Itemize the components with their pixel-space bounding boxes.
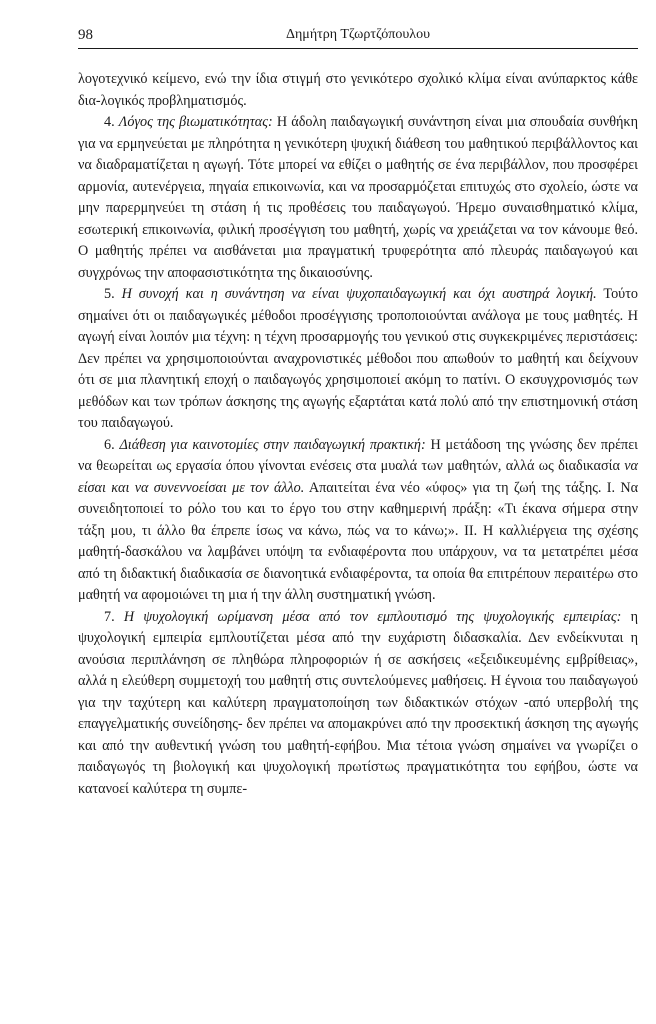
paragraph <box>78 607 638 801</box>
italic-phrase: Λόγος της βιωματικότητας: <box>118 114 273 130</box>
header-author: Δημήτρη Τζωρτζόπουλου <box>285 27 430 42</box>
paragraph <box>78 435 638 607</box>
text-run: Η μετάδοση της γνώσης δεν πρέπει να θεωρείται ως εργασία όπου γίνονται ενέσεις στα μυαλά των μαθητών, αλλά ως διαδικασία <box>78 436 638 474</box>
italic-phrase: Η ψυχολογική ωρίμανση μέσα από τον εμπλουτισμό της ψυχολογικής εμπειρίας: <box>123 608 622 625</box>
text-run: η ψυχολογική εμπειρία εμπλουτίζεται μέσα από την ευχάριστη διδασκαλία. Δεν ενδείκνυται η ανούσια περιπλάνηση σε πληθώρα πληροφοριών ή σε ασκήσεις «εξειδικευμένης εμβρίθειας», αλλά η ελεύθερη συμμετοχή του μαθητή στις συντελούμενες μαθήσεις. Η έγνοια του παιδαγωγού για την ταχύτερη και καλύτερη πραγματοποίηση των διδακτικών στόχων -από υπερβολή της επαγγελματικής συνείδησης- δεν πρέπει να απομακρύνει από την προσεκτική άσκηση της αγωγής και από την αυθεντική γνώση του μαθητή-εφήβου. Μια τέτοια γνώση σημαίνει να γνωρίζει ο παιδαγωγός τη βιολογική και ψυχολογική πρωτίστως πραγματικότητα του εφήβου, ώστε να κατανοεί καλύτερα τη συμπε- <box>78 608 639 797</box>
text-run: 5. <box>104 286 122 302</box>
running-head <box>78 24 638 46</box>
text-run: Τούτο σημαίνει ότι οι παιδαγωγικές μέθοδοι προσέγγισης τροποποιούνται ανάλογα με τους μαθητές. Η αγωγή είναι λοιπόν μια τέχνη: η τέχνη προσαρμογής του γενικού στις συγκεκριμένες περιστάσεις: Δεν πρέπει να χρησιμοποιούνται αναχρονιστικές μέθοδοι που απωθούν το μαθητή και δείχνουν ότι σε μια πλανητική εποχή ο παιδαγωγός χρησιμοποιεί ακόμη το πατίνι. Ο εκσυγχρονισμός των μεθόδων και των τρόπων άσκησης της αγωγής εξαρτάται κατά πολύ από την επιστημονική στάση του παιδαγωγού. <box>78 286 638 431</box>
paragraph <box>78 69 638 112</box>
header-rule <box>78 48 638 49</box>
text-run: 7. <box>104 608 124 625</box>
text-run: Απαιτείται ένα νέο «ύφος» για τη ζωή της τάξης. Ι. Να συνειδητοποιεί το ρόλο του και το έργο του στην καθημερινή πράξη: «Τι έκανα σήμερα στην τάξη μου, τι άλλο θα έπρεπε ίσως να κάνω, πώς να το κάνω;». ΙΙ. Η καλλιέργεια της σχέσης μαθητή-δασκάλου να λαμβάνει υπόψη τα ενδιαφέροντα που υπάρχουν, να τα μετατρέπει μέσα από τη διδακτική διαδικασία σε διανοητικά ενδιαφέροντα, τα οποία θα επιτρέπουν περαιτέρω στο μαθητή να αφομοιώνει τη μια ή την άλλη συστηματική γνώση. <box>78 479 638 603</box>
paragraph <box>78 112 638 284</box>
italic-phrase: Η συνοχή και η συνάντηση να είναι ψυχοπαιδαγωγική και όχι αυστηρά λογική. <box>121 286 597 302</box>
paragraph <box>78 284 638 435</box>
body-text <box>78 69 638 800</box>
text-run: Η άδολη παιδαγωγική συνάντηση είναι μια σπουδαία συνθήκη για να ερμηνεύεται με πληρότητα η γενικότερη ψυχική διάθεση του μαθητικού περιβάλλοντος και να διαδραματίζεται η αγωγή. Τότε μπορεί να εθίζει ο μαθητής σε ένα περιβάλλον, που προσφέρει αρμονία, αυτενέργεια, πηγαία επικοινωνία, και να προσαρμόζεται επιτυχώς στο σχολείο, ώστε να μην παρερμηνεύει τη στάση ή τις προθέσεις του παιδαγωγού. Ήρεμο συναισθηματικό κλίμα, εσωτερική επικοινωνία, φιλική προσέγγιση του μαθητή, χωρίς να χρειάζεται να τον κάνουμε θεό. Ο μαθητής πρέπει να αισθάνεται μια πραγματική τρυφερότητα από πλευράς παιδαγωγού και συγχρόνως την αποφασιστικότητα της δικαιοσύνης. <box>78 114 638 281</box>
italic-phrase: να είσαι και να συνεννοείσαι με τον άλλο. <box>78 458 638 496</box>
text-run: 4. <box>104 114 119 130</box>
italic-phrase: Διάθεση για καινοτομίες στην παιδαγωγική πρακτική: <box>119 436 426 453</box>
text-run: λογοτεχνικό κείμενο, ενώ την ίδια στιγμή στο γενικότερο σχολικό κλίμα είναι ανύπαρκτος κάθε δια-λογικός προβληματισμός. <box>78 71 638 109</box>
book-page <box>78 24 638 800</box>
text-run: 6. <box>104 436 120 453</box>
page-number: 98 <box>78 27 93 43</box>
